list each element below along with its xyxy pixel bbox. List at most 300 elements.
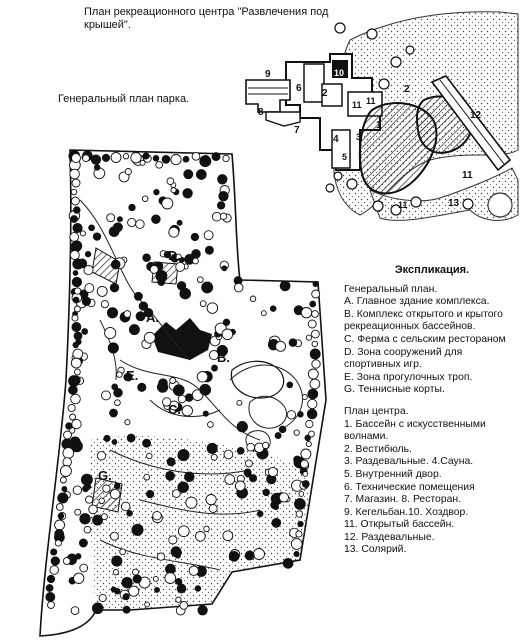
tree — [295, 499, 306, 510]
tree — [71, 607, 79, 615]
tree — [207, 443, 217, 453]
tree — [105, 327, 116, 338]
tree — [270, 306, 276, 312]
tree — [110, 284, 118, 292]
tree — [107, 214, 115, 222]
tree — [208, 422, 214, 428]
tree — [113, 223, 122, 232]
tree — [110, 409, 118, 417]
tree — [192, 152, 200, 160]
tree — [294, 430, 299, 435]
tree — [185, 394, 193, 402]
tree — [169, 227, 179, 237]
tree — [84, 526, 91, 533]
tree — [250, 296, 256, 302]
label-c: C. — [168, 402, 181, 417]
tree — [102, 154, 109, 161]
tree — [200, 301, 206, 307]
tree — [298, 412, 304, 418]
tree — [84, 266, 93, 275]
tree — [79, 539, 87, 547]
tree — [144, 474, 150, 480]
label-b: B. — [217, 350, 230, 365]
label-11-b: 11 — [366, 96, 376, 106]
tree — [261, 311, 266, 316]
tree — [291, 539, 302, 550]
tree — [183, 156, 189, 162]
legend-item: В. Комплекс открытого и крытого рекреационных бассейнов. — [344, 308, 503, 333]
tree — [125, 169, 131, 175]
tree — [220, 213, 226, 219]
tree — [72, 315, 78, 321]
tree — [162, 198, 173, 209]
tree — [191, 233, 198, 240]
tree — [112, 384, 118, 390]
tree — [71, 197, 79, 205]
tree — [73, 271, 78, 276]
tree — [56, 504, 63, 511]
tree — [273, 504, 278, 509]
tree — [91, 155, 100, 164]
tree — [308, 389, 318, 399]
general-plan-heading: Генеральный план. — [344, 283, 438, 295]
tree — [313, 281, 318, 286]
tree — [70, 414, 76, 420]
tree — [117, 217, 122, 222]
label-5: 5 — [342, 152, 348, 162]
tree — [204, 155, 209, 160]
tree — [81, 474, 92, 485]
tree — [184, 170, 193, 179]
tree — [50, 566, 59, 575]
tree — [93, 233, 100, 240]
tree — [69, 376, 80, 387]
tree — [165, 573, 176, 584]
tree — [110, 489, 120, 499]
tree — [99, 594, 106, 601]
technical-rooms — [304, 64, 324, 102]
tree — [51, 549, 57, 555]
tree — [143, 153, 149, 159]
tree — [74, 573, 84, 583]
tree — [223, 319, 229, 325]
tree — [245, 551, 254, 560]
tree — [58, 513, 64, 519]
tree — [62, 487, 67, 492]
tree — [80, 514, 90, 524]
tree — [196, 531, 206, 541]
tree — [237, 447, 244, 454]
tree — [167, 458, 175, 466]
tree — [211, 454, 217, 460]
label-2-b: 2 — [404, 84, 410, 95]
tree — [72, 179, 80, 187]
tree — [73, 297, 79, 303]
tree — [294, 551, 299, 556]
tree — [133, 575, 141, 583]
tree — [64, 431, 72, 439]
bowling-wing — [246, 80, 290, 112]
legend-item: 12. Раздевальные. — [344, 531, 435, 543]
tree — [203, 411, 208, 416]
tree — [312, 360, 320, 368]
legend-item: 3. Раздевальные. 4.Сауна. — [344, 456, 474, 468]
park-plan — [40, 150, 326, 636]
tree — [275, 433, 281, 439]
tree — [223, 531, 233, 541]
tree — [171, 188, 176, 193]
tree — [55, 520, 65, 530]
label-2: 2 — [322, 88, 328, 99]
tree — [310, 379, 320, 389]
tree — [89, 505, 98, 514]
label-e: E. — [126, 368, 139, 383]
tree — [97, 286, 107, 296]
tree — [217, 202, 224, 209]
tree — [204, 526, 210, 532]
tree — [73, 223, 82, 232]
tree — [63, 458, 72, 467]
legend-item: Е. Зона прогулочных троп. — [344, 371, 473, 383]
tree — [170, 378, 176, 384]
tree — [111, 260, 120, 269]
tree — [193, 258, 199, 264]
tree — [308, 399, 317, 408]
label-10: 10 — [334, 68, 345, 78]
tree — [60, 477, 66, 483]
tree — [195, 586, 201, 592]
tree — [129, 586, 139, 596]
tree — [74, 306, 80, 312]
tree — [301, 460, 309, 468]
tree — [72, 241, 82, 251]
tree — [58, 493, 68, 503]
tree — [209, 505, 217, 513]
label-8: 8 — [258, 107, 264, 118]
tree — [48, 602, 55, 609]
tree — [66, 423, 72, 429]
tree — [125, 420, 130, 425]
tree — [55, 540, 61, 546]
tree — [75, 509, 81, 515]
tree — [101, 514, 107, 520]
tree — [72, 154, 81, 163]
tree — [82, 329, 88, 335]
tree — [143, 254, 151, 262]
tree — [113, 570, 118, 575]
tree — [111, 587, 116, 592]
tree — [301, 449, 311, 459]
tree — [156, 161, 163, 168]
tree — [262, 442, 268, 448]
tree — [63, 448, 74, 459]
tree — [103, 485, 110, 492]
tree — [46, 593, 55, 602]
tree — [138, 383, 146, 391]
tree — [76, 554, 81, 559]
label-13: 13 — [448, 198, 460, 209]
label-g: G. — [98, 468, 112, 483]
tree — [303, 472, 308, 477]
tree — [153, 156, 159, 162]
tree — [302, 394, 307, 399]
tree — [294, 456, 301, 463]
tree — [73, 259, 83, 269]
tree — [72, 323, 81, 332]
tree — [85, 251, 90, 256]
label-9: 9 — [265, 69, 271, 80]
tree — [136, 220, 145, 229]
label-12: 12 — [470, 110, 482, 121]
tree — [310, 349, 320, 359]
tree — [112, 440, 117, 445]
tree — [128, 218, 136, 226]
label-a: A. — [146, 310, 159, 325]
tree — [196, 170, 206, 180]
tree — [257, 511, 263, 517]
tree — [279, 426, 286, 433]
tree — [197, 372, 208, 383]
tree — [250, 475, 257, 482]
legend-item: 2. Вестибюль. — [344, 443, 412, 455]
tree — [70, 233, 79, 242]
tree — [283, 558, 293, 568]
tree — [75, 369, 81, 375]
tree — [123, 606, 130, 613]
tree — [123, 154, 128, 159]
tree — [177, 584, 186, 593]
tree — [206, 495, 216, 505]
tree — [129, 204, 135, 210]
tree — [166, 472, 175, 481]
tree — [200, 384, 211, 395]
tree — [74, 288, 80, 294]
tree — [268, 467, 277, 476]
label-d: D. — [168, 248, 181, 263]
tree — [120, 549, 126, 555]
tree — [247, 443, 255, 451]
tree — [145, 602, 150, 607]
legend-item: С. Ферма с сельским рестораном — [344, 333, 506, 345]
tree — [237, 422, 247, 432]
tree — [254, 549, 265, 560]
tree — [198, 606, 207, 615]
tree — [222, 329, 233, 340]
tree — [153, 511, 162, 520]
tree — [155, 587, 160, 592]
tree — [72, 277, 81, 286]
tree — [73, 342, 78, 347]
tree — [176, 597, 181, 602]
tree — [114, 483, 120, 489]
tree — [306, 420, 313, 427]
tree — [107, 308, 117, 318]
tree — [244, 469, 251, 476]
tree — [234, 283, 243, 292]
tree — [298, 521, 303, 526]
tree — [312, 290, 320, 298]
tree — [192, 250, 201, 259]
tree — [74, 207, 81, 214]
legend-item: 9. Кегельбан.10. Хоздвор. — [344, 506, 469, 518]
tree — [302, 481, 309, 488]
tree — [312, 341, 318, 347]
legend-item: 11. Открытый бассейн. — [344, 519, 455, 531]
tree — [68, 404, 75, 411]
tree — [263, 489, 270, 496]
tree — [186, 497, 197, 508]
tree — [115, 400, 121, 406]
label-6: 6 — [296, 83, 302, 94]
tree — [157, 553, 164, 560]
tree — [73, 486, 82, 495]
tree — [309, 431, 315, 437]
legend-item: 13. Солярий. — [344, 544, 407, 556]
tree — [310, 301, 316, 307]
tree — [223, 155, 229, 161]
tree — [287, 382, 293, 388]
tree — [123, 594, 129, 600]
tree — [85, 284, 94, 293]
tree — [308, 369, 318, 379]
tree — [74, 332, 82, 340]
tree — [117, 372, 123, 378]
tree — [70, 169, 80, 179]
tree — [173, 385, 184, 396]
center-plan — [246, 12, 518, 221]
tree — [80, 564, 88, 572]
tree — [183, 189, 192, 198]
tree — [180, 602, 188, 610]
tree — [47, 575, 54, 582]
tree — [150, 265, 158, 273]
tree — [212, 153, 220, 161]
tree — [73, 349, 83, 359]
tree — [204, 231, 213, 240]
tree — [171, 155, 181, 165]
label-1: 1 — [376, 120, 382, 131]
tree — [280, 281, 290, 291]
tree — [176, 262, 185, 271]
restaurant-wing — [266, 112, 300, 126]
tree — [229, 552, 239, 562]
tree — [205, 246, 213, 254]
legend-item: 7. Магазин. 8. Ресторан. — [344, 494, 462, 506]
tree — [127, 511, 133, 517]
legend-item: А. Главное здание комплекса. — [344, 296, 490, 308]
tree — [71, 358, 81, 368]
center-plan-heading: План центра. — [344, 405, 409, 417]
tree — [296, 511, 302, 517]
tree — [306, 335, 311, 340]
tree — [178, 482, 189, 493]
tree — [272, 519, 281, 528]
tree — [124, 311, 131, 318]
tree — [189, 566, 198, 575]
tree — [167, 178, 174, 185]
tree — [312, 330, 320, 338]
tree — [83, 155, 90, 162]
tree — [108, 343, 118, 353]
legend-item: G. Теннисные корты. — [344, 384, 445, 396]
tree — [182, 406, 192, 416]
tree — [176, 579, 182, 585]
tree — [202, 282, 213, 293]
tree — [63, 558, 70, 565]
tree — [71, 189, 77, 195]
tree — [71, 394, 81, 404]
tree — [122, 577, 132, 587]
tree — [178, 450, 189, 461]
tree — [245, 460, 252, 467]
label-3: 3 — [356, 132, 362, 142]
tree — [152, 215, 161, 224]
tree — [129, 325, 139, 335]
tree — [51, 557, 59, 565]
tree — [104, 435, 110, 441]
tree — [237, 400, 242, 405]
center-plan-caption: План рекреационного центра "Развлечения под крышей". — [84, 6, 329, 31]
tree — [289, 339, 297, 347]
tree — [159, 379, 168, 388]
tree — [94, 165, 100, 171]
tree — [197, 277, 203, 283]
tree — [307, 409, 317, 419]
tree — [207, 303, 218, 314]
tree — [70, 251, 79, 260]
tree — [97, 452, 105, 460]
tree — [121, 502, 130, 511]
tree — [224, 450, 233, 459]
tree — [177, 282, 185, 290]
tree — [127, 434, 135, 442]
label-11-a: 11 — [352, 100, 362, 110]
tree — [276, 341, 286, 351]
tree — [312, 311, 319, 318]
tree — [80, 231, 85, 236]
tree — [55, 530, 64, 539]
tree — [169, 536, 177, 544]
legend-item: 5. Внутренний двор. — [344, 468, 442, 480]
tree — [69, 386, 78, 395]
tree — [153, 576, 158, 581]
tree — [218, 175, 227, 184]
tree — [287, 411, 295, 419]
tree — [46, 585, 53, 592]
tree — [296, 531, 302, 537]
tree — [111, 153, 121, 163]
legend-title: Экспликация. — [394, 264, 470, 276]
tree — [143, 439, 151, 447]
label-4: 4 — [333, 134, 339, 145]
tree — [71, 216, 78, 223]
park-plan-caption: Генеральный план парка. — [58, 93, 190, 105]
tree — [110, 532, 118, 540]
label-11-d: 11 — [398, 200, 408, 210]
tree — [147, 453, 153, 459]
tree — [112, 556, 122, 566]
tree — [142, 196, 148, 202]
tree — [132, 524, 143, 535]
tree — [131, 153, 141, 163]
legend — [344, 264, 520, 557]
tree — [134, 292, 142, 300]
tree — [279, 493, 288, 502]
tree — [219, 192, 228, 201]
tree — [60, 466, 71, 477]
tree — [177, 220, 182, 225]
label-11-c: 11 — [462, 170, 473, 181]
